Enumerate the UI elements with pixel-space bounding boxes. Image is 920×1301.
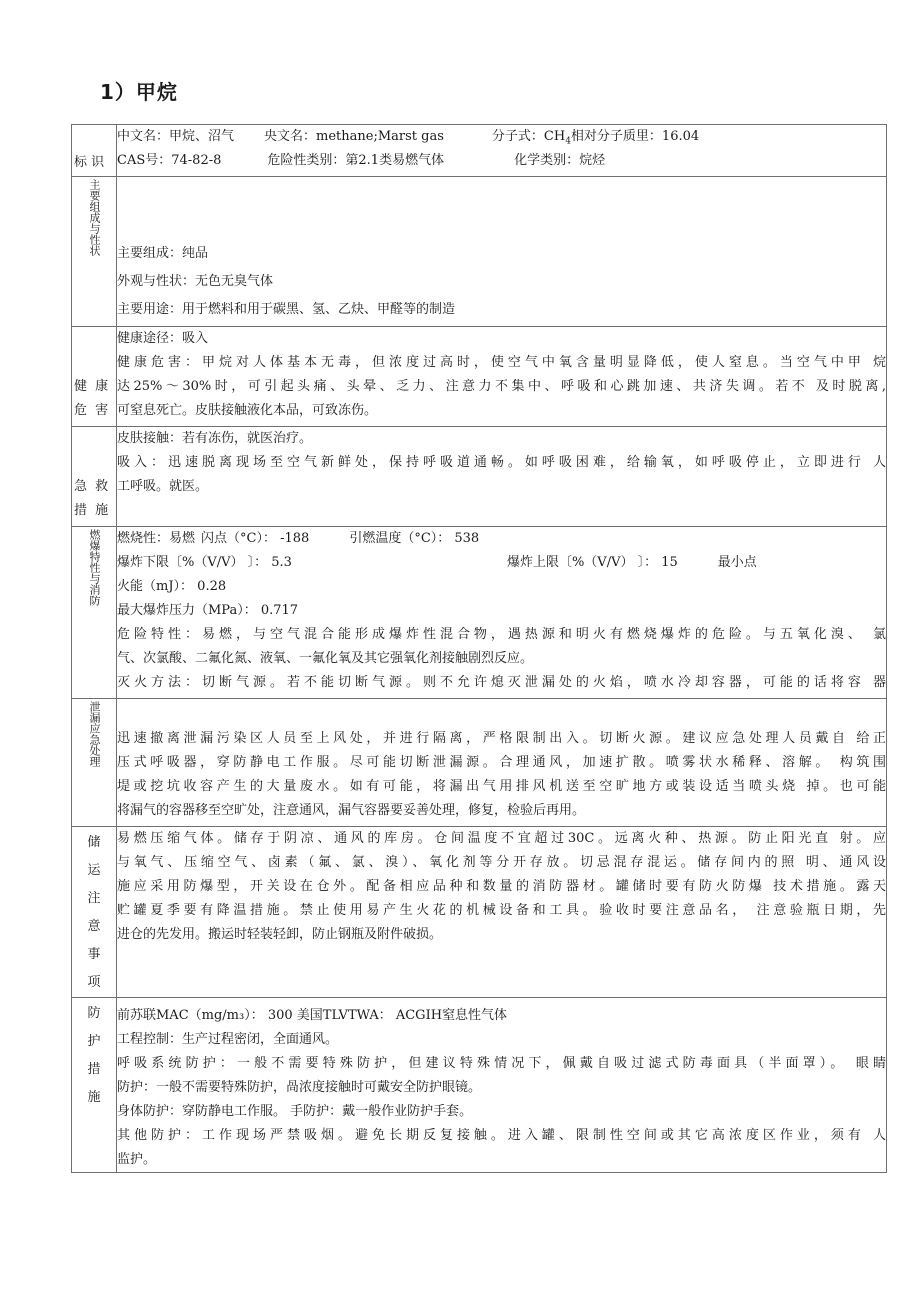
label-cell: [72, 699, 117, 827]
storage-line: 贮罐夏季要有降温措施。禁止使用易产生火花的机械设备和工具。验收时要注意品名， 注意验瓶日期，先: [117, 903, 886, 918]
content-cell: [117, 427, 887, 527]
lower-explosive-limit: 爆炸下限〔%（V/V） 〕： 5.3: [117, 555, 292, 570]
body-hand-protection: 身体防护：穿防静电工作服。 手防护：戴一般作业防护手套。: [117, 1104, 473, 1119]
content-cell: [117, 827, 887, 998]
formula-prefix: 分子式：CH: [491, 129, 566, 144]
health-hazard-line: 可窒息死亡。皮肤接触液化本品，可致冻伤。: [117, 403, 378, 418]
label-cell: [72, 527, 117, 699]
row-label: 燃爆特性与消防: [88, 529, 101, 606]
leak-line: 压式呼吸器，穿防静电工作服。尽可能切断泄漏源。合理通风，加速扩散。喷雾状水稀释、溶解。 构筑围: [117, 755, 886, 770]
exposure-limits: 前苏联MAC（mg/m₃）： 300 美国TLVTWA： ACGIH窒息性气体: [117, 1008, 508, 1023]
label-cell: [72, 177, 117, 327]
content-cell: [117, 699, 887, 827]
row-fire-explosion: [72, 527, 887, 699]
upper-explosive-limit: 爆炸上限〔%（V/V） 〕： 15: [506, 555, 678, 570]
row-composition: [72, 177, 887, 327]
row-label: 防 护 措 施: [87, 1006, 101, 1105]
row-label: 标 识: [74, 155, 105, 170]
flammability: 燃烧性：易燃: [117, 531, 196, 546]
inhalation-line: 工呼吸。就医。: [117, 479, 209, 494]
min-ignition-energy: 火能（mJ）： 0.28: [117, 579, 227, 594]
label-cell: [72, 327, 117, 427]
row-label: 急 救 措 施: [74, 479, 111, 518]
storage-line: 进仓的先发用。搬运时轻装轻卸，防止钢瓶及附件破损。: [117, 927, 443, 942]
health-hazard-line: 健康危害：甲烷对人体基本无毒，但浓度过高时，使空气中氧含量明显降低，使人窒息。当空气中甲 烷: [117, 355, 886, 370]
english-name: 央文名：methane;Marst gas: [264, 129, 444, 144]
other-protection-line: 监护。: [117, 1152, 157, 1167]
storage-line: 易燃压缩气体。储存于阴凉、通风的库房。仓间温度不宜超过30C。远离火种、热源。防止阳光直 射。应: [117, 831, 886, 846]
extinguish-line: 灭火方法：切断气源。若不能切断气源。则不允许熄灭泄漏处的火焰，喷水冷却容器，可能的话将容 器: [117, 675, 886, 690]
row-identification: [72, 125, 887, 177]
content-cell: [117, 327, 887, 427]
storage-line: 施应采用防爆型，开关设在仓外。配备相应品种和数量的消防器材。罐储时要有防火防爆 技术措施。露天: [117, 879, 886, 894]
leak-line: 迅速撤离泄漏污染区人员至上风处，并进行隔离，严格限制出入。切断火源。建议应急处理人员戴自 给正: [117, 731, 886, 746]
label-cell: [72, 827, 117, 998]
inhalation-line: 吸入：迅速脱离现场至空气新鲜处，保持呼吸道通畅。如呼吸困难，给输氧，如呼吸停止，立即进行 人: [117, 455, 886, 470]
leak-line: 堤或挖坑收容产生的大量废水。如有可能，将漏出气用排风机送至空旷地方或装设适当喷头烧 掉。也可能: [117, 779, 886, 794]
row-label: 健 康 危 害: [74, 379, 111, 418]
appearance: 外观与性状：无色无臭气体: [117, 274, 274, 289]
health-hazard-line: 达25%～30%时，可引起头痛、头晕、乏力、注意力不集中、呼吸和心跳加速、共济失调。若不 及时脱离,: [117, 379, 886, 394]
page-title: 1）甲烷: [100, 80, 178, 104]
content-cell: [117, 527, 887, 699]
row-first-aid: [72, 427, 887, 527]
min-ignition-prefix: 最小点: [717, 555, 757, 570]
molecular-weight: 相对分子质里：16.04: [570, 129, 700, 144]
main-component: 主要组成：纯品: [117, 246, 209, 261]
other-protection-line: 其他防护：工作现场严禁吸烟。避免长期反复接触。进入罐、限制性空间或其它高浓度区作业，须有 人: [117, 1128, 886, 1143]
ident-line-2: [117, 149, 886, 173]
content-cell: [117, 998, 887, 1173]
fire-line-1: [117, 527, 886, 551]
cas-number: CAS号：74-82-8: [117, 153, 222, 168]
exposure-route: 健康途径：吸入: [117, 331, 209, 346]
row-label: 储 运 注 意 事 项: [87, 835, 101, 990]
chemical-class: 化学类别：烷烃: [514, 153, 606, 168]
label-cell: [72, 998, 117, 1173]
row-label: 主要组成与性状: [88, 179, 101, 256]
formula-subscript: 4: [565, 136, 571, 147]
flash-point: 闪点（°C）： -188: [201, 531, 310, 546]
row-label: 泄漏应急处理: [88, 701, 101, 767]
row-protection: [72, 998, 887, 1173]
row-leak-response: [72, 699, 887, 827]
msds-table: [71, 124, 887, 1173]
chinese-name: 中文名：甲烷、沼气: [117, 129, 235, 144]
label-cell: [72, 125, 117, 177]
engineering-control: 工程控制：生产过程密闭，全面通风。: [117, 1032, 339, 1047]
skin-contact: 皮肤接触：若有冻伤，就医治疗。: [117, 431, 313, 446]
main-uses: 主要用途：用于燃料和用于碳黑、氢、乙炔、甲醛等的制造: [117, 302, 456, 317]
row-health-hazard: [72, 327, 887, 427]
content-cell: [117, 177, 887, 327]
respiratory-line: 防护：一般不需要特殊防护，咼浓度接触时可戴安全防护眼镜。: [117, 1080, 482, 1095]
danger-line: 危险特性：易燃，与空气混合能形成爆炸性混合物，遇热源和明火有燃烧爆炸的危险。与五氧化溴、 氯: [117, 627, 886, 642]
storage-line: 与氧气、压缩空气、卤素（氟、氯、溴）、氧化剂等分开存放。切忌混存混运。储存间内的照 明、通风设: [117, 855, 886, 870]
content-cell: [117, 125, 887, 177]
respiratory-line: 呼吸系统防护：一般不需要特殊防护，但建议特殊情况下，佩戴自吸过滤式防毒面具（半面罩）。 眼睛: [117, 1056, 886, 1071]
max-explosion-pressure: 最大爆炸压力（MPa）： 0.717: [117, 603, 299, 618]
ignition-temperature: 引燃温度（°C）： 538: [349, 531, 480, 546]
label-cell: [72, 427, 117, 527]
hazard-class: 危险性类别：第2.1类易燃气体: [267, 153, 445, 168]
danger-line: 气、次氯酸、二氟化氮、液氧、一氟化氧及其它强氧化剂接触剧烈反应。: [117, 651, 534, 666]
row-storage-transport: [72, 827, 887, 998]
fire-line-2: [117, 551, 886, 575]
ident-line-1: [117, 125, 886, 149]
leak-line: 将漏气的容器移至空旷处，注意通风，漏气容器要妥善处理，修复，检验后再用。: [117, 803, 586, 818]
